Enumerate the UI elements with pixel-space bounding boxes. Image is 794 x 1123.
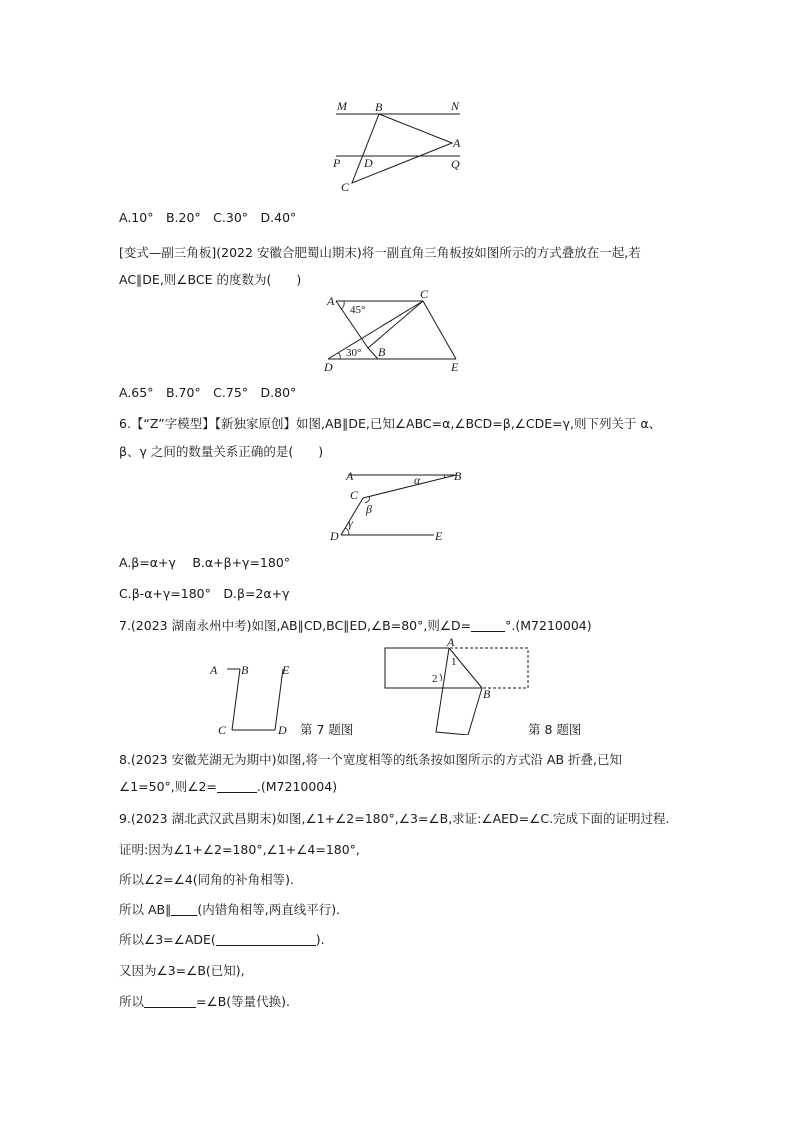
q9-blank-2[interactable] xyxy=(216,933,316,946)
label-E: E xyxy=(435,529,443,543)
label-M: M xyxy=(337,99,347,113)
label-A: A xyxy=(327,294,335,308)
angle-45-label: 45° xyxy=(350,304,366,316)
q8-caption: 第 8 题图 xyxy=(528,722,582,737)
q6-line-2: β、γ 之间的数量关系正确的是( ) xyxy=(119,444,324,459)
label-A: A xyxy=(210,663,218,677)
label-B: B xyxy=(378,345,386,359)
q9-line-6: 又因为∠3=∠B(已知), xyxy=(119,963,245,978)
label-B: B xyxy=(241,663,249,677)
q8-answer-blank[interactable] xyxy=(217,780,257,793)
label-D: D xyxy=(330,529,339,543)
q9-blank-1[interactable] xyxy=(171,903,197,916)
q9-line-7-after: =∠B(等量代换). xyxy=(196,994,290,1009)
label-E: E xyxy=(451,360,459,374)
label-P: P xyxy=(333,156,341,170)
q9-blank-3[interactable] xyxy=(144,995,196,1008)
label-C: C xyxy=(420,288,429,301)
label-beta: β xyxy=(366,502,372,516)
q9-line-4-after: (内错角相等,两直线平行). xyxy=(197,902,341,917)
variant-line-2: AC∥DE,则∠BCE 的度数为( ) xyxy=(119,272,302,287)
q6-choices-cd: C.β-α+γ=180° D.β=2α+γ xyxy=(119,586,290,601)
label-A: A xyxy=(346,469,354,483)
q5-choices: A.10° B.20° C.30° D.40° xyxy=(119,210,297,225)
label-A: A xyxy=(447,635,455,649)
label-D: D xyxy=(324,360,333,374)
label-alpha: α xyxy=(414,473,421,487)
q9-line-3: 所以∠2=∠4(同角的补角相等). xyxy=(119,872,295,887)
variant-line-1: [变式—副三角板](2022 安徽合肥蜀山期末)将一副直角三角板按如图所示的方式叠放在一起,若 xyxy=(119,245,641,260)
q9-line-5 xyxy=(119,932,325,948)
q8-line-1: 8.(2023 安徽芜湖无为期中)如图,将一个宽度相等的纸条按如图所示的方式沿 AB 折叠,已知 xyxy=(119,752,622,767)
label-B: B xyxy=(454,469,462,483)
label-Q: Q xyxy=(451,157,460,171)
figure-q6 xyxy=(328,465,463,545)
label-C: C xyxy=(341,180,350,194)
q8-line-2 xyxy=(119,779,337,795)
label-N: N xyxy=(451,99,460,113)
angle-2-label: 2 xyxy=(432,673,438,685)
label-D: D xyxy=(278,723,287,737)
q8-line-2-before: ∠1=50°,则∠2= xyxy=(119,779,217,794)
variant-choices: A.65° B.70° C.75° D.80° xyxy=(119,385,297,400)
q8-line-2-after: .(M7210004) xyxy=(256,779,338,794)
label-gamma: γ xyxy=(348,516,353,530)
q9-line-5-after: ). xyxy=(315,932,325,947)
label-D: D xyxy=(364,156,373,170)
q7-text-before: 7.(2023 湖南永州中考)如图,AB∥CD,BC∥ED,∠B=80°,则∠D= xyxy=(119,618,472,633)
q9-line-7-before: 所以 xyxy=(119,994,145,1009)
q7-answer-blank[interactable] xyxy=(471,619,505,632)
q7-text-after: °.(M7210004) xyxy=(505,618,592,633)
label-C: C xyxy=(218,723,227,737)
q6-line-1: 6.【“Z”字模型】【新独家原创】如图,AB∥DE,已知∠ABC=α,∠BCD=β,∠CDE=γ,则下列关于 α、 xyxy=(119,416,662,431)
figure-q5 xyxy=(330,95,470,195)
label-A: A xyxy=(453,136,461,150)
q6-choices-ab: A.β=α+γ B.α+β+γ=180° xyxy=(119,555,291,570)
label-B: B xyxy=(483,687,491,701)
q9-line-2: 证明:因为∠1+∠2=180°,∠1+∠4=180°, xyxy=(119,842,360,857)
q9-line-4 xyxy=(119,902,340,918)
figure-q7 xyxy=(205,658,305,738)
label-B: B xyxy=(375,100,383,114)
angle-1-label: 1 xyxy=(451,656,457,668)
q7-caption: 第 7 题图 xyxy=(300,722,354,737)
figure-variant xyxy=(320,288,470,374)
figure-q8 xyxy=(380,635,535,735)
q7-text xyxy=(119,618,592,634)
angle-30-label: 30° xyxy=(346,347,362,359)
q9-line-4-before: 所以 AB∥ xyxy=(119,902,172,917)
label-C: C xyxy=(350,488,359,502)
q9-line-7 xyxy=(119,994,290,1010)
q9-line-5-before: 所以∠3=∠ADE( xyxy=(119,932,216,947)
label-E: E xyxy=(282,663,290,677)
q9-line-1: 9.(2023 湖北武汉武昌期末)如图,∠1+∠2=180°,∠3=∠B,求证:∠AED=∠C.完成下面的证明过程. xyxy=(119,811,670,826)
